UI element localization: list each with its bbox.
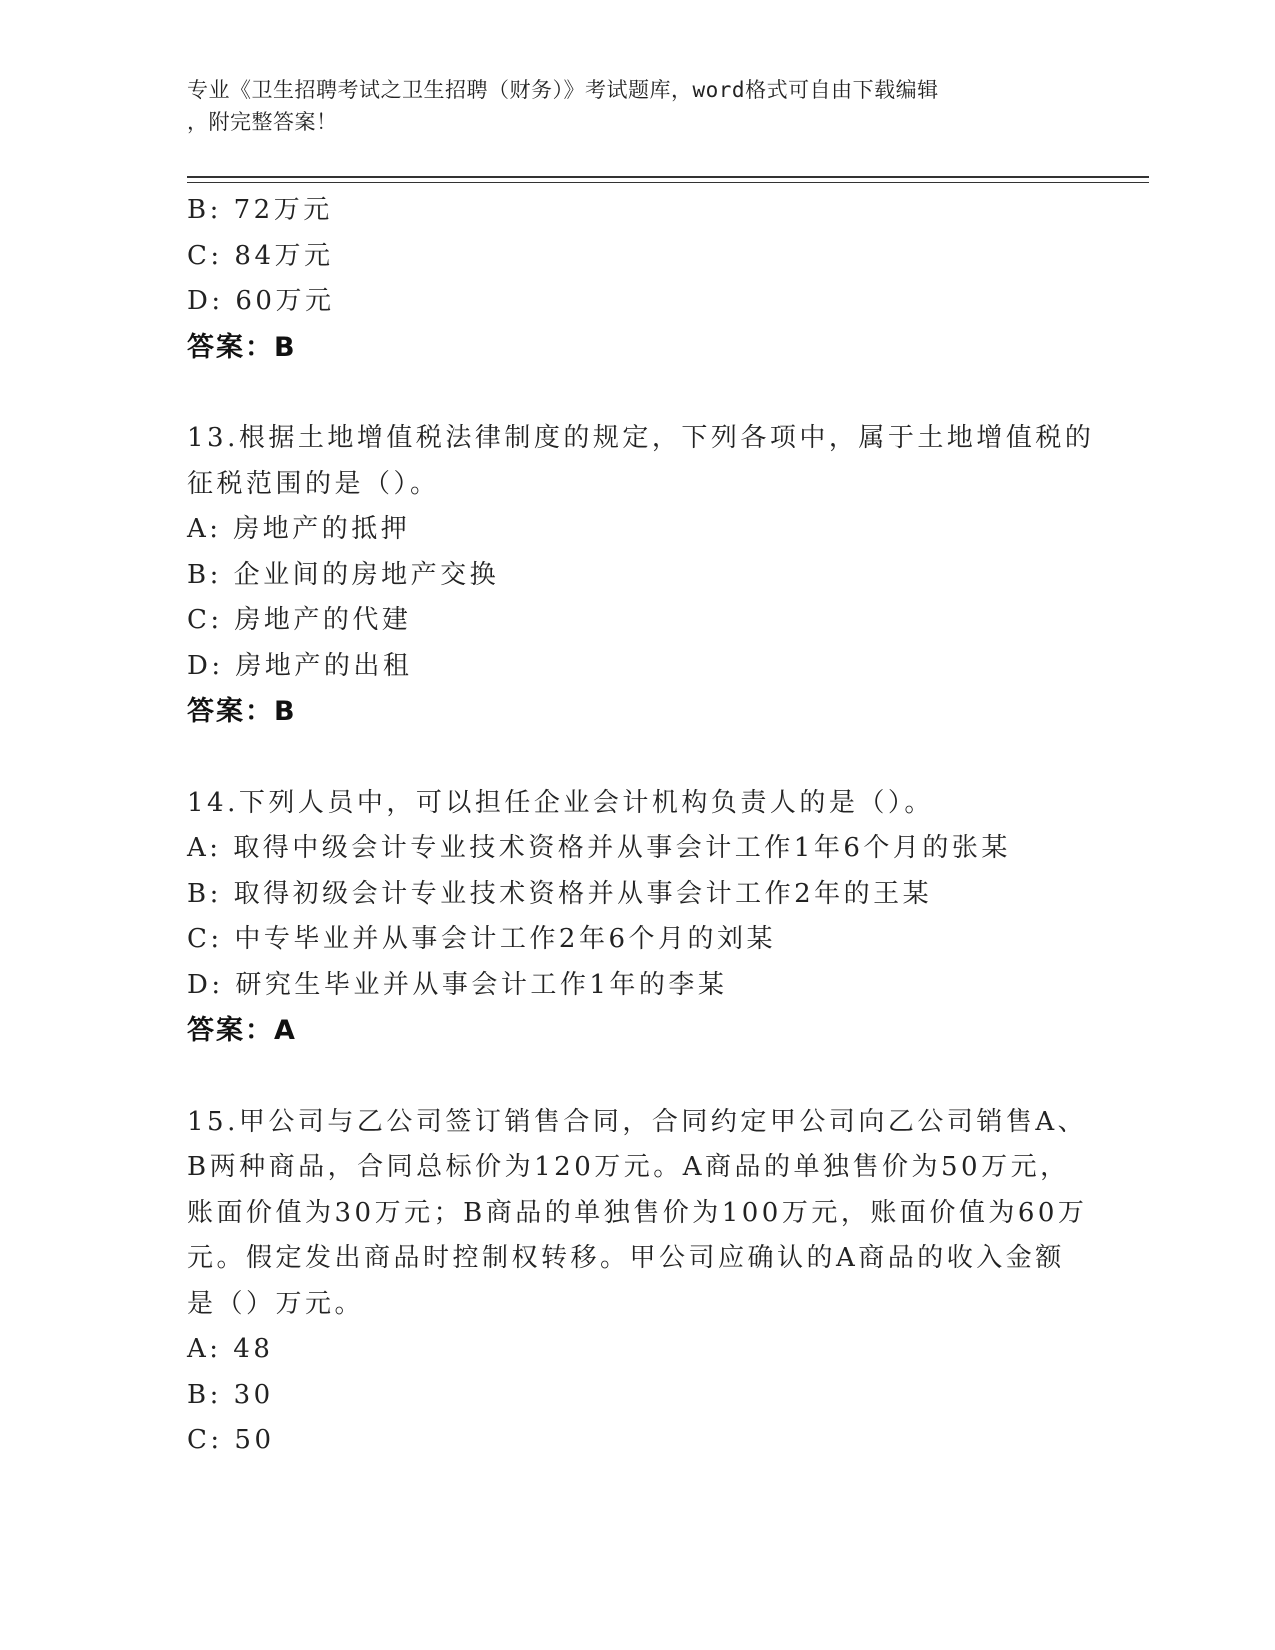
question-12 xyxy=(187,188,1087,370)
header-divider-thick xyxy=(187,176,1149,178)
question-stem-line: B两种商品，合同总标价为120万元。A商品的单独售价为50万元， xyxy=(187,1152,1070,1182)
question-stem-line: 15.甲公司与乙公司签订销售合同，合同约定甲公司向乙公司销售A、 xyxy=(187,1106,1088,1137)
document-header xyxy=(187,74,1067,138)
answer: 答案：B xyxy=(187,696,297,727)
option-a: A: 取得中级会计专业技术资格并从事会计工作1年6个月的张某 xyxy=(187,833,1011,863)
question-stem-line: 征税范围的是（）。 xyxy=(187,468,440,499)
option-b: B: 取得初级会计专业技术资格并从事会计工作2年的王某 xyxy=(187,878,933,909)
question-14 xyxy=(187,781,1087,1054)
option-d: D: 房地产的出租 xyxy=(187,650,413,681)
option-d: D: 60万元 xyxy=(187,286,335,316)
header-line-2: ，附完整答案！ xyxy=(187,110,338,134)
option-b: B: 72万元 xyxy=(187,195,333,225)
answer: 答案：B xyxy=(187,331,297,363)
answer: 答案：A xyxy=(187,1015,297,1046)
question-stem-line: 是（）万元。 xyxy=(187,1288,365,1319)
spacer xyxy=(187,370,1087,416)
spacer xyxy=(187,735,1087,781)
header-line-1: 专业《卫生招聘考试之卫生招聘（财务）》考试题库，word格式可自由下载编辑 xyxy=(187,78,939,102)
option-b: B: 企业间的房地产交换 xyxy=(187,559,500,590)
question-stem-line: 元。假定发出商品时控制权转移。甲公司应确认的A商品的收入金额 xyxy=(187,1243,1065,1273)
question-stem-line: 账面价值为30万元；B商品的单独售价为100万元，账面价值为60万 xyxy=(187,1197,1088,1228)
option-a: A: 房地产的抵押 xyxy=(187,514,411,544)
question-15 xyxy=(187,1100,1087,1464)
option-c: C: 84万元 xyxy=(187,240,334,271)
option-c: C: 中专毕业并从事会计工作2年6个月的刘某 xyxy=(187,924,777,954)
option-d: D: 研究生毕业并从事会计工作1年的李某 xyxy=(187,969,728,1000)
question-stem-line: 13.根据土地增值税法律制度的规定，下列各项中，属于土地增值税的 xyxy=(187,423,1095,453)
option-c: C: 房地产的代建 xyxy=(187,605,412,635)
spacer xyxy=(187,1054,1087,1100)
question-list xyxy=(187,188,1095,1464)
option-a: A: 48 xyxy=(187,1334,274,1364)
option-b: B: 30 xyxy=(187,1379,274,1410)
header-divider-thin xyxy=(187,182,1149,183)
option-c: C: 50 xyxy=(187,1425,275,1455)
question-13 xyxy=(187,416,1095,735)
question-stem-line: 14.下列人员中，可以担任企业会计机构负责人的是（）。 xyxy=(187,787,934,818)
